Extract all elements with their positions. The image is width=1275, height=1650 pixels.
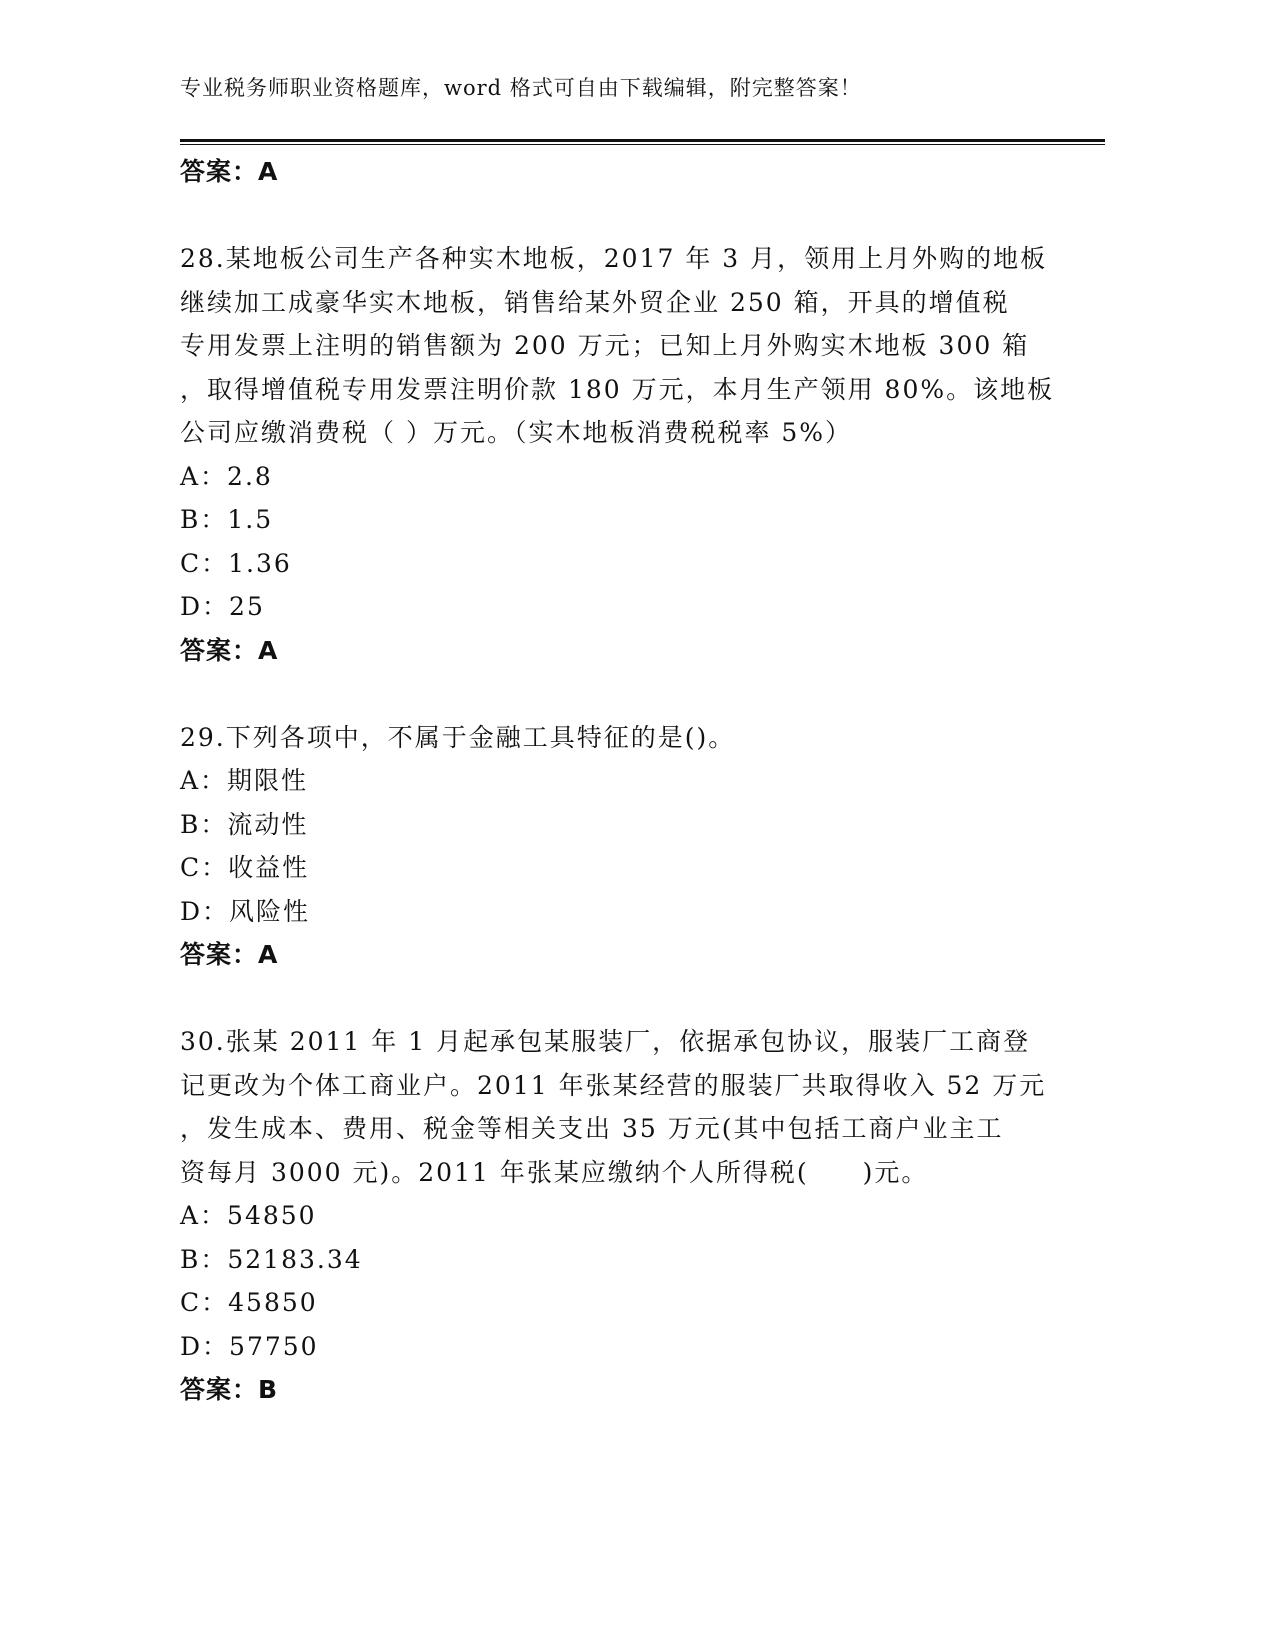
question-stem-line: 继续加工成豪华实木地板，销售给某外贸企业 250 箱，开具的增值税 bbox=[180, 287, 1010, 317]
previous-answer: 答案：A bbox=[180, 157, 279, 186]
answer-line: 答案：B bbox=[180, 1375, 279, 1404]
question-stem-line: 专用发票上注明的销售额为 200 万元；已知上月外购实木地板 300 箱 bbox=[180, 331, 1030, 360]
option-b: B：52183.34 bbox=[180, 1244, 363, 1274]
option-b: B：1.5 bbox=[180, 505, 274, 534]
option-d: D：风险性 bbox=[180, 896, 311, 926]
header-divider bbox=[180, 139, 1105, 145]
option-a: A：54850 bbox=[180, 1201, 317, 1230]
question-30 bbox=[180, 1020, 1120, 1412]
question-29 bbox=[180, 716, 1120, 977]
question-stem-line: 30.张某 2011 年 1 月起承包某服装厂，依据承包协议，服装厂工商登 bbox=[180, 1027, 1031, 1056]
question-stem-line: 28.某地板公司生产各种实木地板，2017 年 3 月，领用上月外购的地板 bbox=[180, 244, 1048, 273]
page-header: 专业税务师职业资格题库，word 格式可自由下载编辑，附完整答案！ bbox=[180, 76, 862, 100]
option-a: A：2.8 bbox=[180, 461, 273, 491]
question-stem-line: ，发生成本、费用、税金等相关支出 35 万元(其中包括工商户业主工 bbox=[180, 1114, 1004, 1143]
question-stem-line: 资每月 3000 元)。2011 年张某应缴纳个人所得税( )元。 bbox=[180, 1157, 929, 1187]
document-body bbox=[180, 150, 1120, 1412]
question-stem-line: ，取得增值税专用发票注明价款 180 万元，本月生产领用 80%。该地板 bbox=[180, 374, 1055, 404]
question-stem-line: 记更改为个体工商业户。2011 年张某经营的服装厂共取得收入 52 万元 bbox=[180, 1070, 1047, 1100]
option-c: C：45850 bbox=[180, 1288, 318, 1317]
option-c: C：1.36 bbox=[180, 548, 292, 578]
question-28 bbox=[180, 237, 1120, 672]
option-d: D：57750 bbox=[180, 1331, 319, 1361]
option-c: C：收益性 bbox=[180, 853, 310, 882]
option-d: D：25 bbox=[180, 592, 265, 621]
question-stem-line: 29.下列各项中，不属于金融工具特征的是()。 bbox=[180, 722, 736, 752]
question-stem-line: 公司应缴消费税（ ）万元。（实木地板消费税税率 5%） bbox=[180, 418, 853, 447]
answer-line: 答案：A bbox=[180, 635, 279, 665]
option-a: A：期限性 bbox=[180, 766, 309, 795]
option-b: B：流动性 bbox=[180, 809, 309, 839]
answer-line: 答案：A bbox=[180, 940, 279, 969]
